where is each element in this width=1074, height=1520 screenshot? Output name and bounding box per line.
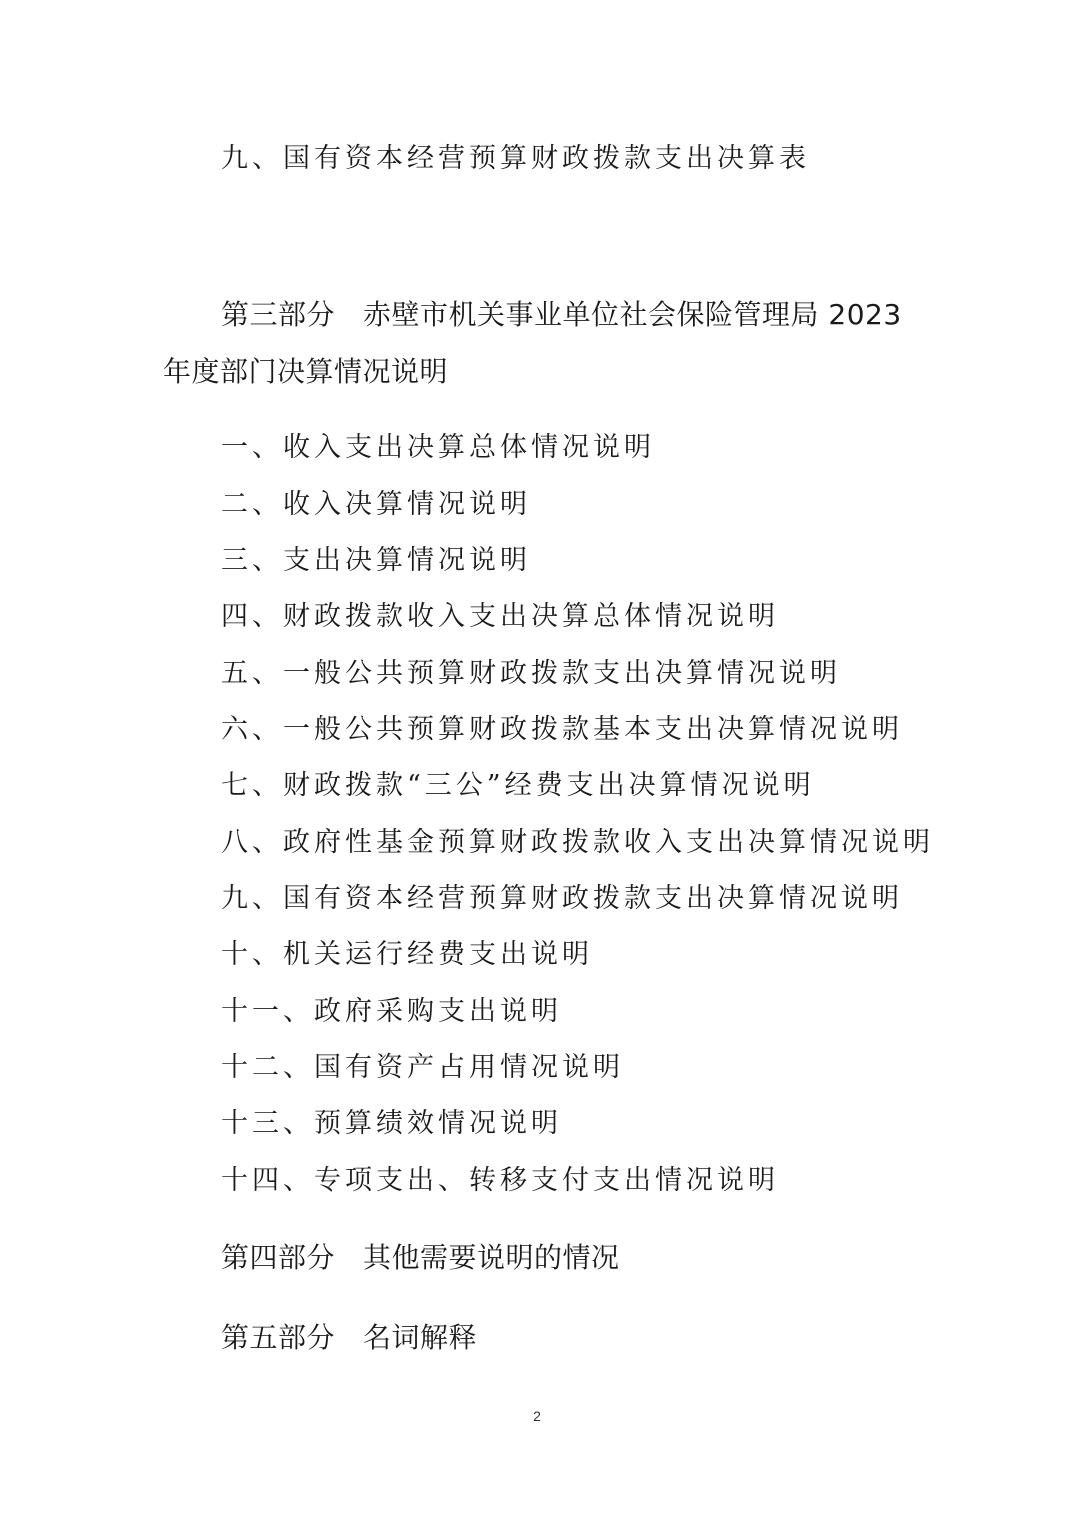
toc-item: 十、机关运行经费支出说明	[221, 939, 593, 970]
part4-label: 第四部分	[221, 1241, 336, 1274]
toc-item: 七、财政拨款“三公”经费支出决算情况说明	[221, 770, 815, 801]
toc-item: 六、一般公共预算财政拨款基本支出决算情况说明	[221, 714, 903, 745]
toc-item: 一、收入支出决算总体情况说明	[221, 432, 655, 463]
part4-heading	[221, 1240, 620, 1276]
toc-item-state-capital-table: 九、国有资本经营预算财政拨款支出决算表	[221, 143, 810, 174]
toc-item: 十二、国有资产占用情况说明	[221, 1052, 624, 1083]
part3-heading-line1	[221, 297, 902, 333]
toc-item: 九、国有资本经营预算财政拨款支出决算情况说明	[221, 883, 903, 914]
part5-heading	[221, 1320, 477, 1356]
part5-label: 第五部分	[221, 1321, 336, 1354]
part3-title-line1: 赤壁市机关事业单位社会保险管理局 2023	[363, 298, 902, 331]
part3-title-line2: 年度部门决算情况说明	[163, 355, 449, 388]
toc-item: 三、支出决算情况说明	[221, 545, 531, 576]
toc-item: 十三、预算绩效情况说明	[221, 1108, 562, 1139]
toc-item: 四、财政拨款收入支出决算总体情况说明	[221, 601, 779, 632]
part5-title: 名词解释	[363, 1321, 478, 1354]
toc-item: 十四、专项支出、转移支付支出情况说明	[221, 1165, 779, 1196]
toc-item: 八、政府性基金预算财政拨款收入支出决算情况说明	[221, 827, 934, 858]
page-number: 2	[533, 1408, 541, 1424]
part3-label: 第三部分	[221, 298, 336, 331]
toc-item: 五、一般公共预算财政拨款支出决算情况说明	[221, 658, 841, 689]
toc-item: 二、收入决算情况说明	[221, 489, 531, 520]
toc-item: 十一、政府采购支出说明	[221, 996, 562, 1027]
part4-title: 其他需要说明的情况	[363, 1241, 620, 1274]
